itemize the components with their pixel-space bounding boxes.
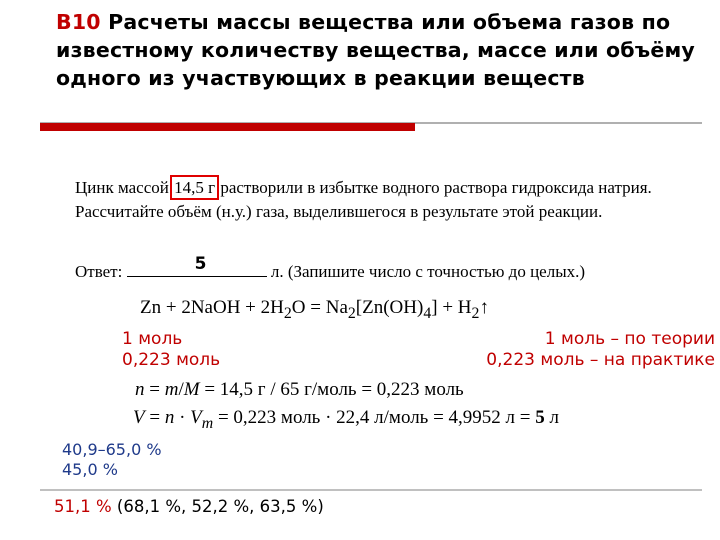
highlighted-mass: 14,5 г <box>174 178 216 197</box>
bottom-divider <box>40 489 702 491</box>
answer-blank <box>127 254 267 277</box>
answer-value: 5 <box>194 254 207 274</box>
h2-amount-notes <box>467 329 715 371</box>
volume-result: 5 <box>535 407 545 428</box>
task-statement <box>75 176 715 224</box>
answer-line <box>75 254 715 284</box>
zn-moles-practice: 0,223 моль <box>122 350 221 370</box>
task-text-before: Цинк массой <box>75 178 174 197</box>
result-main: 51,1 % <box>54 497 112 516</box>
zn-amount-notes <box>122 329 220 371</box>
task-text-after: растворили в избытке водного раствора гидроксида натрия. Рассчитайте объём (н.у.) газа, выделившегося в результате этой реакции. <box>75 178 652 221</box>
title-accent-bar <box>40 123 415 131</box>
percent-range: 40,9–65,0 % <box>62 440 162 459</box>
result-others: (68,1 %, 52,2 %, 63,5 %) <box>111 497 324 516</box>
percent-range-notes <box>62 440 162 480</box>
result-line <box>54 496 324 518</box>
volume-calculation: $V = n \cdot V_m = 0,223$ моль · 22,4 л/моль = 4,9952 л = 5 л <box>133 407 559 432</box>
title-text: Расчеты массы вещества или объема газов по известному количеству вещества, массе или объёму одного из участвующих в реакции веществ <box>56 10 695 90</box>
percent-single: 45,0 % <box>62 460 118 479</box>
answer-label: Ответ: <box>75 262 123 281</box>
moles-calculation: n = m/M = 14,5 г / 65 г/моль = 0,223 моль <box>135 379 464 400</box>
slide-title <box>56 8 706 92</box>
task-label: В10 <box>56 10 101 34</box>
zn-moles-theory: 1 моль <box>122 329 183 349</box>
h2-moles-theory: 1 моль – по теории <box>544 329 715 349</box>
reaction-equation: Zn + 2NaOH + $2H_2O = Na_2[Zn(OH)_4]$ + $H_2↑$ <box>140 297 489 322</box>
answer-suffix: л. (Запишите число с точностью до целых.) <box>270 262 586 281</box>
h2-moles-practice: 0,223 моль – на практике <box>486 350 715 370</box>
